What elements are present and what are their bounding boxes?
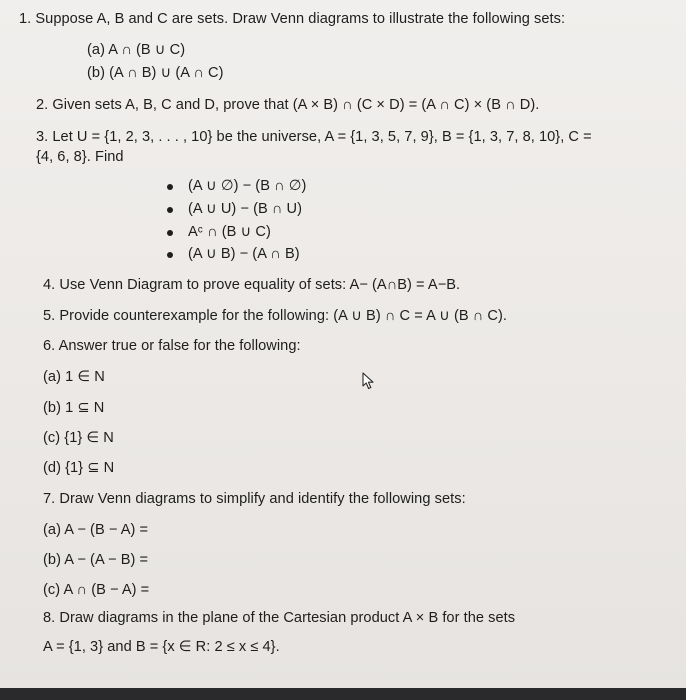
- bottom-edge-bar: [0, 688, 686, 700]
- question-1-text: 1. Suppose A, B and C are sets. Draw Venn diagrams to illustrate the following sets:: [19, 11, 566, 27]
- question-6a: (a) 1 ∈ N: [43, 369, 105, 385]
- question-7-text: 7. Draw Venn diagrams to simplify and identify the following sets:: [43, 491, 466, 507]
- question-3-line-2: {4, 6, 8}. Find: [36, 149, 124, 165]
- question-1a: (a) A ∩ (B ∪ C): [87, 42, 186, 58]
- question-3-item-2: (A ∪ U) − (B ∩ U): [188, 201, 303, 217]
- question-1b: (b) (A ∩ B) ∪ (A ∩ C): [87, 65, 224, 81]
- bullet-icon: [167, 184, 173, 190]
- bullet-icon: [167, 207, 173, 213]
- question-3-line-1: 3. Let U = {1, 2, 3, . . . , 10} be the universe, A = {1, 3, 5, 7, 9}, B = {1, 3, 7, 8, 10}, C =: [36, 129, 592, 145]
- question-7a: (a) A − (B − A) =: [43, 522, 149, 538]
- question-6-text: 6. Answer true or false for the following:: [43, 338, 301, 354]
- question-8-line-1: 8. Draw diagrams in the plane of the Cartesian product A × B for the sets: [43, 610, 516, 626]
- question-6b: (b) 1 ⊆ N: [43, 400, 105, 416]
- mouse-pointer-icon: [361, 372, 377, 390]
- bullet-icon: [167, 252, 173, 258]
- question-6c: (c) {1} ∈ N: [43, 430, 114, 446]
- question-5-text: 5. Provide counterexample for the following: (A ∪ B) ∩ C = A ∪ (B ∩ C).: [43, 308, 508, 324]
- question-4-text: 4. Use Venn Diagram to prove equality of sets: A− (A∩B) = A−B.: [43, 277, 461, 293]
- bullet-icon: [167, 230, 173, 236]
- question-3-item-1: (A ∪ ∅) − (B ∩ ∅): [188, 178, 307, 194]
- question-6d: (d) {1} ⊆ N: [43, 460, 115, 476]
- question-3-item-4: (A ∪ B) − (A ∩ B): [188, 246, 300, 262]
- question-8-line-2: A = {1, 3} and B = {x ∈ R: 2 ≤ x ≤ 4}.: [43, 639, 280, 655]
- question-2-text: 2. Given sets A, B, C and D, prove that (A × B) ∩ (C × D) = (A ∩ C) × (B ∩ D).: [36, 97, 540, 113]
- question-7c: (c) A ∩ (B − A) =: [43, 582, 150, 598]
- question-7b: (b) A − (A − B) =: [43, 552, 149, 568]
- question-3-item-3: Aᶜ ∩ (B ∪ C): [188, 224, 271, 240]
